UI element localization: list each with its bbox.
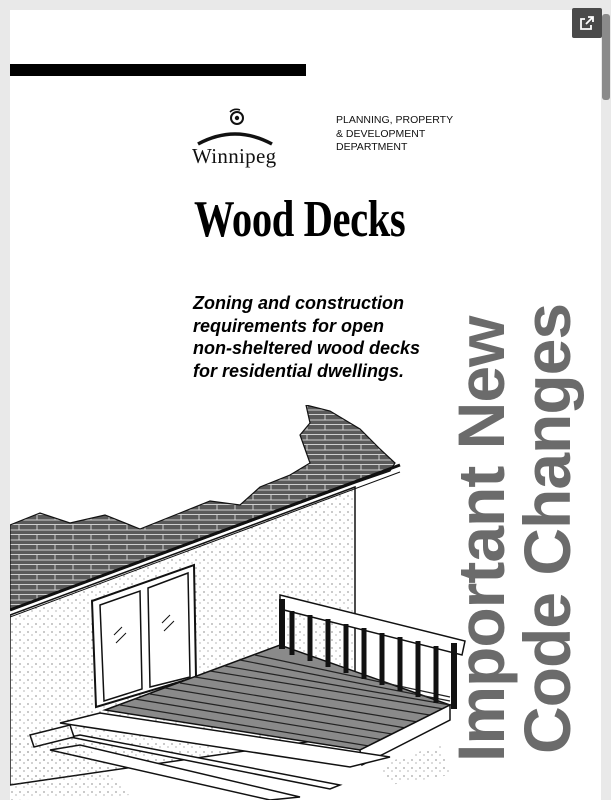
banner-line-code-changes: Code Changes [510, 303, 584, 754]
subtitle-line: Zoning and construction [193, 293, 404, 313]
external-link-glyph [579, 15, 595, 31]
department-line: & DEVELOPMENT [336, 127, 426, 140]
document-title: Wood Decks [194, 191, 406, 248]
external-link-icon[interactable] [572, 8, 602, 38]
deck-illustration [10, 405, 480, 800]
scrollbar-thumb[interactable] [602, 14, 610, 100]
banner-line-important-new: Important New [444, 316, 518, 762]
subtitle-line: requirements for open [193, 315, 385, 336]
document-page [10, 10, 601, 800]
document-subtitle [193, 292, 420, 382]
logo-wordmark: Winnipeg [192, 144, 277, 168]
department-name [336, 114, 453, 155]
header-bar [10, 64, 306, 76]
department-line: DEPARTMENT [336, 141, 408, 153]
subtitle-line: non-sheltered wood decks [193, 338, 421, 358]
department-line: PLANNING, PROPERTY [336, 114, 454, 126]
subtitle-line: for residential dwellings. [193, 360, 405, 381]
